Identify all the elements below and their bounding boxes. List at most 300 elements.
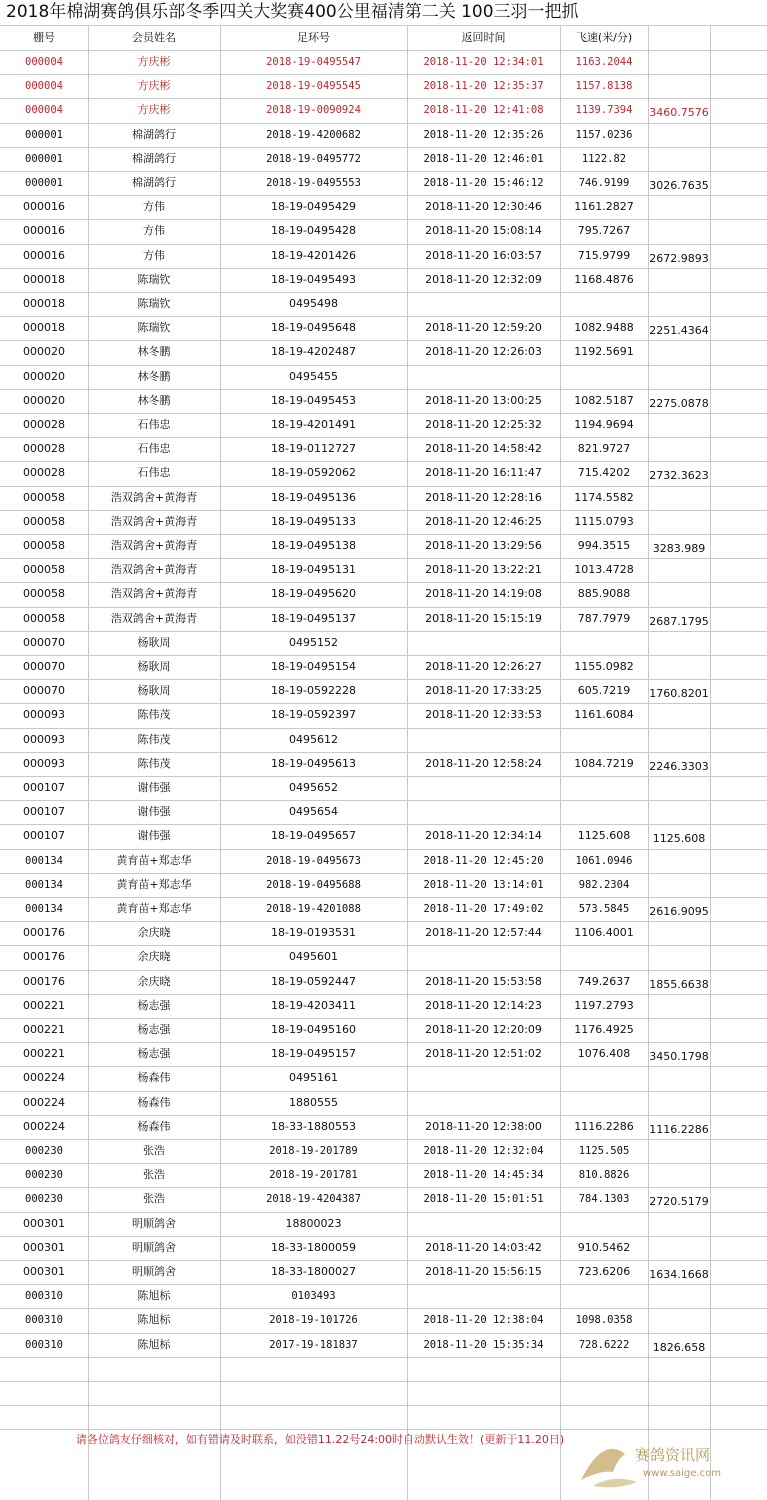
ring-number-cell: 0495652 xyxy=(289,781,338,794)
ring-number-cell: 18-19-0495493 xyxy=(271,273,356,286)
group-total: 2246.3303 xyxy=(649,760,709,773)
loft-id-cell: 000058 xyxy=(23,563,65,576)
speed-cell: 1082.5187 xyxy=(574,394,634,407)
speed-cell: 573.5845 xyxy=(578,903,630,915)
member-name-cell: 棉湖鸽行 xyxy=(132,128,176,141)
member-name-cell: 陈瑞钦 xyxy=(137,297,171,310)
member-name-cell: 张浩 xyxy=(143,1168,165,1181)
return-time-cell: 2018-11-20 16:03:57 xyxy=(425,249,542,262)
group-total: 1116.2286 xyxy=(649,1123,709,1136)
ring-number-cell: 2018-19-0495772 xyxy=(266,153,361,165)
ring-number-cell: 18-19-0495648 xyxy=(271,321,356,334)
ring-number-cell: 18-19-0112727 xyxy=(271,442,356,455)
ring-number-cell: 18-19-0495657 xyxy=(271,829,356,842)
loft-id-cell: 000001 xyxy=(25,129,63,141)
loft-id-cell: 000176 xyxy=(23,926,65,939)
column-header: 会员姓名 xyxy=(132,31,176,44)
member-name-cell: 陈伟茂 xyxy=(137,757,171,770)
member-name-cell: 黄育苗+郑志华 xyxy=(116,854,192,867)
loft-id-cell: 000020 xyxy=(23,370,65,383)
speed-cell xyxy=(560,1091,648,1115)
member-name-cell: 杨志强 xyxy=(137,999,171,1012)
return-time-cell: 2018-11-20 14:19:08 xyxy=(425,587,542,600)
speed-cell xyxy=(560,728,648,752)
loft-id-cell: 000134 xyxy=(25,903,63,915)
speed-cell xyxy=(560,1284,648,1308)
ring-number-cell: 1880555 xyxy=(289,1096,338,1109)
return-time-cell: 2018-11-20 15:01:51 xyxy=(423,1193,544,1205)
loft-id-cell: 000058 xyxy=(23,587,65,600)
row-divider xyxy=(0,1405,767,1406)
member-name-cell: 棉湖鸽行 xyxy=(132,176,176,189)
return-time-cell: 2018-11-20 12:41:08 xyxy=(423,104,544,116)
speed-cell xyxy=(560,945,648,969)
return-time-cell: 2018-11-20 12:33:53 xyxy=(425,708,542,721)
member-name-cell: 浩双鸽舍+黄海青 xyxy=(110,491,198,504)
ring-number-cell: 18-19-0495620 xyxy=(271,587,356,600)
speed-cell: 821.9727 xyxy=(577,442,631,455)
member-name-cell: 杨耿周 xyxy=(137,684,171,697)
return-time-cell: 2018-11-20 14:58:42 xyxy=(425,442,542,455)
site-logo xyxy=(573,1430,763,1496)
loft-id-cell: 000134 xyxy=(25,879,63,891)
speed-cell xyxy=(560,776,648,800)
member-name-cell: 陈旭标 xyxy=(137,1289,171,1302)
member-name-cell: 明顺鸽舍 xyxy=(132,1217,176,1230)
ring-number-cell: 18-19-4202487 xyxy=(271,345,356,358)
return-time-cell: 2018-11-20 13:14:01 xyxy=(423,879,544,891)
return-time-cell: 2018-11-20 12:35:37 xyxy=(423,80,544,92)
group-total: 3283.989 xyxy=(652,542,706,555)
return-time-cell: 2018-11-20 17:49:02 xyxy=(423,903,544,915)
member-name-cell: 杨森伟 xyxy=(137,1120,171,1133)
member-name-cell: 杨志强 xyxy=(137,1023,171,1036)
speed-cell: 728.6222 xyxy=(578,1339,630,1351)
ring-number-cell: 18-19-0592228 xyxy=(271,684,356,697)
ring-number-cell: 18-33-1800027 xyxy=(271,1265,356,1278)
sheet-title: 2018年棉湖赛鸽俱乐部冬季四关大奖赛400公里福清第二关 100三羽一把抓 xyxy=(6,2,579,22)
loft-id-cell: 000221 xyxy=(23,1047,65,1060)
speed-cell: 1197.2793 xyxy=(574,999,634,1012)
loft-id-cell: 000016 xyxy=(23,200,65,213)
loft-id-cell: 000230 xyxy=(25,1145,63,1157)
ring-number-cell: 2018-19-0090924 xyxy=(266,104,361,116)
return-time-cell: 2018-11-20 12:32:04 xyxy=(423,1145,544,1157)
speed-cell xyxy=(560,292,648,316)
loft-id-cell: 000058 xyxy=(23,515,65,528)
member-name-cell: 黄育苗+郑志华 xyxy=(116,878,192,891)
speed-cell: 1161.6084 xyxy=(574,708,634,721)
loft-id-cell: 000070 xyxy=(23,636,65,649)
member-name-cell: 林冬鹏 xyxy=(137,370,171,383)
member-name-cell: 杨森伟 xyxy=(137,1071,171,1084)
ring-number-cell: 0495601 xyxy=(289,950,338,963)
loft-id-cell: 000221 xyxy=(23,999,65,1012)
ring-number-cell: 18-19-0592447 xyxy=(271,975,356,988)
speed-cell: 910.5462 xyxy=(577,1241,631,1254)
ring-number-cell: 2018-19-101726 xyxy=(269,1314,358,1326)
row-divider xyxy=(0,1381,767,1382)
speed-cell: 746.9199 xyxy=(578,177,630,189)
return-time-cell: 2018-11-20 12:32:09 xyxy=(425,273,542,286)
group-total: 1826.658 xyxy=(652,1341,706,1354)
speed-cell: 1082.9488 xyxy=(574,321,634,334)
loft-id-cell: 000224 xyxy=(23,1120,65,1133)
ring-number-cell: 2018-19-4201088 xyxy=(266,903,361,915)
loft-id-cell: 000058 xyxy=(23,612,65,625)
member-name-cell: 谢伟强 xyxy=(137,829,171,842)
ring-number-cell: 18-19-0495133 xyxy=(271,515,356,528)
speed-cell: 715.9799 xyxy=(577,249,631,262)
return-time-cell xyxy=(407,631,560,655)
member-name-cell: 棉湖鸽行 xyxy=(132,152,176,165)
column-header: 足环号 xyxy=(297,31,330,44)
return-time-cell: 2018-11-20 12:35:26 xyxy=(423,129,544,141)
ring-number-cell: 18-19-0495428 xyxy=(271,224,356,237)
member-name-cell: 方庆彬 xyxy=(137,103,171,116)
ring-number-cell: 18-19-0495138 xyxy=(271,539,356,552)
member-name-cell: 浩双鸽舍+黄海青 xyxy=(110,612,198,625)
column-header: 棚号 xyxy=(33,31,55,44)
loft-id-cell: 000301 xyxy=(23,1217,65,1230)
speed-cell: 1157.8138 xyxy=(575,80,633,92)
return-time-cell: 2018-11-20 12:58:24 xyxy=(425,757,542,770)
logo-text: 赛鸽资讯网 xyxy=(635,1446,711,1464)
speed-cell: 1192.5691 xyxy=(574,345,634,358)
member-name-cell: 浩双鸽舍+黄海青 xyxy=(110,587,198,600)
return-time-cell xyxy=(407,1066,560,1090)
return-time-cell: 2018-11-20 13:00:25 xyxy=(425,394,542,407)
loft-id-cell: 000028 xyxy=(23,442,65,455)
speed-cell: 1115.0793 xyxy=(574,515,634,528)
group-total: 3026.7635 xyxy=(649,179,709,192)
return-time-cell: 2018-11-20 15:08:14 xyxy=(425,224,542,237)
speed-cell: 749.2637 xyxy=(577,975,631,988)
member-name-cell: 方伟 xyxy=(143,224,165,237)
loft-id-cell: 000001 xyxy=(25,153,63,165)
return-time-cell xyxy=(407,728,560,752)
ring-number-cell: 18-19-0495136 xyxy=(271,491,356,504)
return-time-cell: 2018-11-20 15:53:58 xyxy=(425,975,542,988)
speed-cell: 994.3515 xyxy=(577,539,631,552)
member-name-cell: 明顺鸽舍 xyxy=(132,1241,176,1254)
ring-number-cell: 2018-19-201789 xyxy=(269,1145,358,1157)
ring-number-cell: 0495152 xyxy=(289,636,338,649)
ring-number-cell: 18-19-0495154 xyxy=(271,660,356,673)
return-time-cell: 2018-11-20 13:22:21 xyxy=(425,563,542,576)
member-name-cell: 杨森伟 xyxy=(137,1096,171,1109)
return-time-cell: 2018-11-20 12:45:20 xyxy=(423,855,544,867)
ring-number-cell: 18-19-0495429 xyxy=(271,200,356,213)
return-time-cell xyxy=(407,1091,560,1115)
loft-id-cell: 000004 xyxy=(25,104,63,116)
notice-text: 请各位鸽友仔细核对，如有错请及时联系，如没错11.22号24:00时自动默认生效！(更新于11.20日) xyxy=(75,1433,565,1446)
loft-id-cell: 000301 xyxy=(23,1241,65,1254)
speed-cell xyxy=(560,631,648,655)
loft-id-cell: 000018 xyxy=(23,297,65,310)
return-time-cell xyxy=(407,292,560,316)
speed-cell xyxy=(560,1066,648,1090)
loft-id-cell: 000058 xyxy=(23,539,65,552)
loft-id-cell: 000004 xyxy=(25,56,63,68)
loft-id-cell: 000107 xyxy=(23,829,65,842)
loft-id-cell: 000230 xyxy=(25,1169,63,1181)
return-time-cell: 2018-11-20 12:28:16 xyxy=(425,491,542,504)
ring-number-cell: 18800023 xyxy=(285,1217,342,1230)
loft-id-cell: 000301 xyxy=(23,1265,65,1278)
ring-number-cell: 0103493 xyxy=(291,1290,336,1302)
member-name-cell: 陈瑞钦 xyxy=(137,273,171,286)
ring-number-cell: 2017-19-181837 xyxy=(269,1339,358,1351)
ring-number-cell: 0495455 xyxy=(289,370,338,383)
ring-number-cell: 2018-19-201781 xyxy=(269,1169,358,1181)
speed-cell: 715.4202 xyxy=(577,466,631,479)
return-time-cell: 2018-11-20 15:15:19 xyxy=(425,612,542,625)
speed-cell: 810.8826 xyxy=(578,1169,630,1181)
member-name-cell: 杨耿周 xyxy=(137,636,171,649)
return-time-cell: 2018-11-20 12:46:01 xyxy=(423,153,544,165)
loft-id-cell: 000224 xyxy=(23,1096,65,1109)
member-name-cell: 杨志强 xyxy=(137,1047,171,1060)
member-name-cell: 明顺鸽舍 xyxy=(132,1265,176,1278)
ring-number-cell: 18-19-0193531 xyxy=(271,926,356,939)
group-total: 1760.8201 xyxy=(649,687,709,700)
return-time-cell: 2018-11-20 12:26:03 xyxy=(425,345,542,358)
loft-id-cell: 000310 xyxy=(25,1339,63,1351)
loft-id-cell: 000016 xyxy=(23,224,65,237)
loft-id-cell: 000028 xyxy=(23,466,65,479)
group-total: 3450.1798 xyxy=(649,1050,709,1063)
ring-number-cell: 18-19-4201426 xyxy=(271,249,356,262)
speed-cell: 1176.4925 xyxy=(574,1023,634,1036)
return-time-cell xyxy=(407,1284,560,1308)
group-total: 1125.608 xyxy=(652,832,706,845)
loft-id-cell: 000070 xyxy=(23,684,65,697)
member-name-cell: 石伟忠 xyxy=(137,442,171,455)
return-time-cell xyxy=(407,800,560,824)
member-name-cell: 余庆晓 xyxy=(137,975,171,988)
speed-cell: 1106.4001 xyxy=(574,926,634,939)
member-name-cell: 石伟忠 xyxy=(137,418,171,431)
member-name-cell: 林冬鹏 xyxy=(137,394,171,407)
loft-id-cell: 000134 xyxy=(25,855,63,867)
loft-id-cell: 000004 xyxy=(25,80,63,92)
member-name-cell: 张浩 xyxy=(143,1192,165,1205)
return-time-cell: 2018-11-20 12:34:01 xyxy=(423,56,544,68)
return-time-cell xyxy=(407,945,560,969)
return-time-cell: 2018-11-20 14:03:42 xyxy=(425,1241,542,1254)
ring-number-cell: 18-19-4203411 xyxy=(271,999,356,1012)
return-time-cell: 2018-11-20 12:30:46 xyxy=(425,200,542,213)
ring-number-cell: 18-33-1800059 xyxy=(271,1241,356,1254)
member-name-cell: 余庆晓 xyxy=(137,950,171,963)
return-time-cell: 2018-11-20 12:20:09 xyxy=(425,1023,542,1036)
speed-cell: 1084.7219 xyxy=(574,757,634,770)
return-time-cell: 2018-11-20 13:29:56 xyxy=(425,539,542,552)
ring-number-cell: 0495498 xyxy=(289,297,338,310)
loft-id-cell: 000020 xyxy=(23,345,65,358)
ring-number-cell: 0495161 xyxy=(289,1071,338,1084)
loft-id-cell: 000176 xyxy=(23,950,65,963)
ring-number-cell: 2018-19-0495553 xyxy=(266,177,361,189)
row-divider xyxy=(0,1357,767,1358)
loft-id-cell: 000016 xyxy=(23,249,65,262)
speed-cell: 723.6206 xyxy=(577,1265,631,1278)
member-name-cell: 陈瑞钦 xyxy=(137,321,171,334)
return-time-cell: 2018-11-20 12:38:04 xyxy=(423,1314,544,1326)
return-time-cell: 2018-11-20 12:34:14 xyxy=(425,829,542,842)
group-total: 2275.0878 xyxy=(649,397,709,410)
member-name-cell: 石伟忠 xyxy=(137,466,171,479)
ring-number-cell: 2018-19-0495688 xyxy=(266,879,361,891)
return-time-cell: 2018-11-20 12:46:25 xyxy=(425,515,542,528)
ring-number-cell: 18-19-0495137 xyxy=(271,612,356,625)
loft-id-cell: 000018 xyxy=(23,273,65,286)
member-name-cell: 陈旭标 xyxy=(137,1313,171,1326)
speed-cell: 1155.0982 xyxy=(574,660,634,673)
speed-cell: 787.7979 xyxy=(577,612,631,625)
ring-number-cell: 18-19-4201491 xyxy=(271,418,356,431)
member-name-cell: 方庆彬 xyxy=(137,79,171,92)
loft-id-cell: 000107 xyxy=(23,781,65,794)
member-name-cell: 谢伟强 xyxy=(137,805,171,818)
column-header: 飞速(米/分) xyxy=(575,31,633,44)
speed-cell: 1122.82 xyxy=(581,153,627,165)
return-time-cell xyxy=(407,776,560,800)
speed-cell: 1194.9694 xyxy=(574,418,634,431)
group-total: 2732.3623 xyxy=(649,469,709,482)
return-time-cell: 2018-11-20 16:11:47 xyxy=(425,466,542,479)
group-total: 2251.4364 xyxy=(649,324,709,337)
ring-number-cell: 2018-19-4204387 xyxy=(266,1193,361,1205)
member-name-cell: 方庆彬 xyxy=(137,55,171,68)
speed-cell: 1076.408 xyxy=(577,1047,631,1060)
ring-number-cell: 0495612 xyxy=(289,733,338,746)
ring-number-cell: 18-19-0592397 xyxy=(271,708,356,721)
group-total: 2616.9095 xyxy=(649,905,709,918)
speed-cell: 885.9088 xyxy=(577,587,631,600)
loft-id-cell: 000093 xyxy=(23,757,65,770)
loft-id-cell: 000028 xyxy=(23,418,65,431)
member-name-cell: 林冬鹏 xyxy=(137,345,171,358)
member-name-cell: 浩双鸽舍+黄海青 xyxy=(110,515,198,528)
return-time-cell: 2018-11-20 14:45:34 xyxy=(423,1169,544,1181)
group-total: 3460.7576 xyxy=(649,106,709,119)
speed-cell: 1157.0236 xyxy=(575,129,633,141)
pigeon-logo-icon xyxy=(573,1430,763,1496)
loft-id-cell: 000018 xyxy=(23,321,65,334)
group-total: 2672.9893 xyxy=(649,252,709,265)
loft-id-cell: 000093 xyxy=(23,708,65,721)
member-name-cell: 杨耿周 xyxy=(137,660,171,673)
return-time-cell: 2018-11-20 12:57:44 xyxy=(425,926,542,939)
ring-number-cell: 18-19-0592062 xyxy=(271,466,356,479)
member-name-cell: 黄育苗+郑志华 xyxy=(116,902,192,915)
logo-url: www.saige.com xyxy=(643,1468,721,1479)
group-total: 1855.6638 xyxy=(649,978,709,991)
return-time-cell: 2018-11-20 17:33:25 xyxy=(425,684,542,697)
speed-cell: 1125.505 xyxy=(578,1145,630,1157)
return-time-cell: 2018-11-20 12:14:23 xyxy=(425,999,542,1012)
speed-cell xyxy=(560,1212,648,1236)
ring-number-cell: 18-19-0495157 xyxy=(271,1047,356,1060)
speed-cell xyxy=(560,800,648,824)
loft-id-cell: 000001 xyxy=(25,177,63,189)
member-name-cell: 方伟 xyxy=(143,249,165,262)
member-name-cell: 浩双鸽舍+黄海青 xyxy=(110,563,198,576)
ring-number-cell: 0495654 xyxy=(289,805,338,818)
speed-cell: 1174.5582 xyxy=(574,491,634,504)
loft-id-cell: 000310 xyxy=(25,1314,63,1326)
return-time-cell xyxy=(407,365,560,389)
loft-id-cell: 000020 xyxy=(23,394,65,407)
group-total: 1634.1668 xyxy=(649,1268,709,1281)
member-name-cell: 陈旭标 xyxy=(137,1338,171,1351)
member-name-cell: 谢伟强 xyxy=(137,781,171,794)
speed-cell: 1098.0358 xyxy=(575,1314,633,1326)
speed-cell xyxy=(560,365,648,389)
member-name-cell: 余庆晓 xyxy=(137,926,171,939)
ring-number-cell: 18-19-0495131 xyxy=(271,563,356,576)
loft-id-cell: 000230 xyxy=(25,1193,63,1205)
column-divider xyxy=(710,25,711,1500)
speed-cell: 1161.2827 xyxy=(574,200,634,213)
group-total: 2687.1795 xyxy=(649,615,709,628)
speed-cell: 1061.0946 xyxy=(575,855,633,867)
ring-number-cell: 2018-19-0495673 xyxy=(266,855,361,867)
return-time-cell: 2018-11-20 15:35:34 xyxy=(423,1339,544,1351)
column-header: 返回时间 xyxy=(461,31,506,44)
return-time-cell: 2018-11-20 12:51:02 xyxy=(425,1047,542,1060)
ring-number-cell: 18-19-0495613 xyxy=(271,757,356,770)
loft-id-cell: 000093 xyxy=(23,733,65,746)
loft-id-cell: 000058 xyxy=(23,491,65,504)
return-time-cell: 2018-11-20 15:56:15 xyxy=(425,1265,542,1278)
speed-cell: 1139.7394 xyxy=(575,104,633,116)
member-name-cell: 浩双鸽舍+黄海青 xyxy=(110,539,198,552)
loft-id-cell: 000176 xyxy=(23,975,65,988)
ring-number-cell: 18-19-0495160 xyxy=(271,1023,356,1036)
ring-number-cell: 18-33-1880553 xyxy=(271,1120,356,1133)
member-name-cell: 张浩 xyxy=(143,1144,165,1157)
return-time-cell: 2018-11-20 12:59:20 xyxy=(425,321,542,334)
return-time-cell: 2018-11-20 12:25:32 xyxy=(425,418,542,431)
group-total: 2720.5179 xyxy=(649,1195,709,1208)
return-time-cell xyxy=(407,1212,560,1236)
member-name-cell: 陈伟茂 xyxy=(137,708,171,721)
member-name-cell: 陈伟茂 xyxy=(137,733,171,746)
speed-cell: 605.7219 xyxy=(577,684,631,697)
return-time-cell: 2018-11-20 15:46:12 xyxy=(423,177,544,189)
loft-id-cell: 000107 xyxy=(23,805,65,818)
speed-cell: 784.1303 xyxy=(578,1193,630,1205)
loft-id-cell: 000224 xyxy=(23,1071,65,1084)
loft-id-cell: 000310 xyxy=(25,1290,63,1302)
return-time-cell: 2018-11-20 12:38:00 xyxy=(425,1120,542,1133)
speed-cell: 1163.2044 xyxy=(575,56,633,68)
speed-cell: 795.7267 xyxy=(577,224,631,237)
speed-cell: 1125.608 xyxy=(577,829,631,842)
loft-id-cell: 000070 xyxy=(23,660,65,673)
speed-cell: 1013.4728 xyxy=(574,563,634,576)
ring-number-cell: 2018-19-0495547 xyxy=(266,56,361,68)
loft-id-cell: 000221 xyxy=(23,1023,65,1036)
member-name-cell: 方伟 xyxy=(143,200,165,213)
return-time-cell: 2018-11-20 12:26:27 xyxy=(425,660,542,673)
speed-cell: 982.2304 xyxy=(578,879,630,891)
speed-cell: 1116.2286 xyxy=(574,1120,634,1133)
ring-number-cell: 2018-19-0495545 xyxy=(266,80,361,92)
